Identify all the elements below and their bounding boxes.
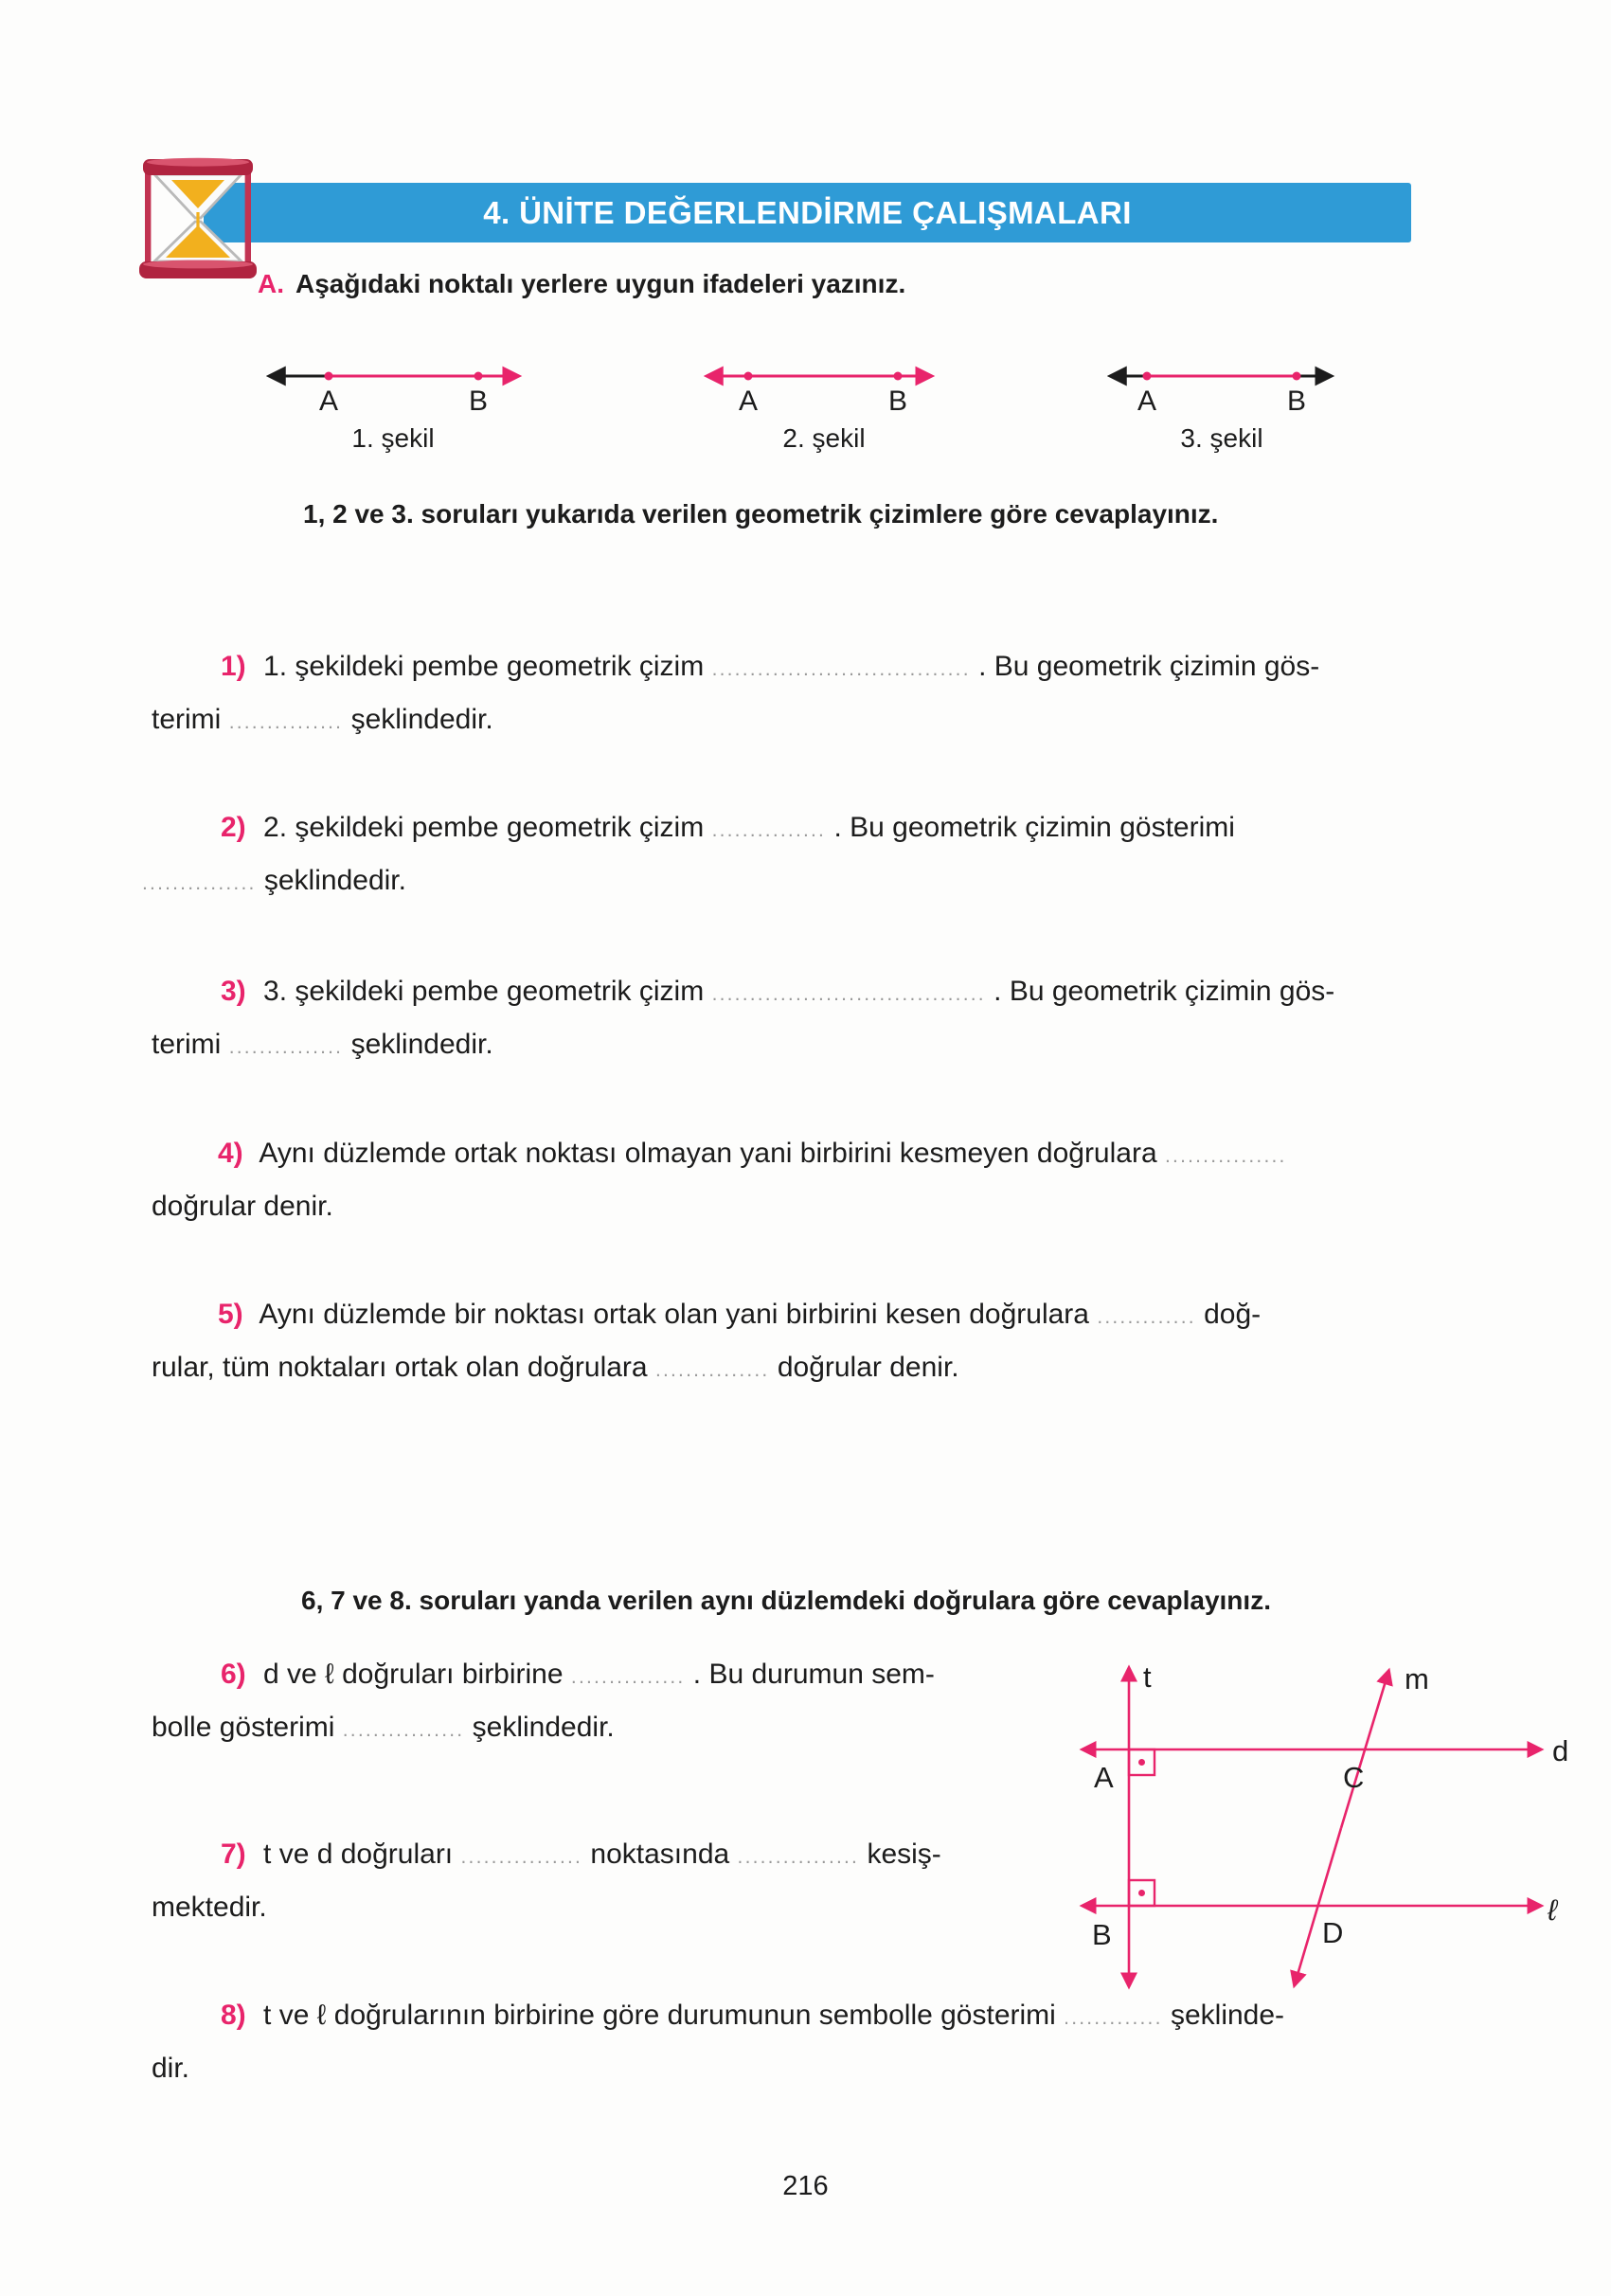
question-7-text: kesiş-: [867, 1839, 941, 1870]
question-8-number: 8): [221, 2000, 246, 2031]
page-number: 216: [782, 2171, 829, 2201]
question-5-text: doğ-: [1204, 1299, 1262, 1330]
figure-caption: 2. şekil: [782, 423, 866, 453]
blank-line: ...............: [654, 1359, 770, 1381]
point-label-b: B: [1287, 386, 1307, 417]
question-2-line-2: [142, 865, 406, 897]
lines-diagram: [1056, 1643, 1586, 2008]
question-5-number: 5): [218, 1299, 243, 1330]
point-b-dot: [1293, 372, 1301, 381]
question-6-text: bolle gösterimi: [152, 1712, 335, 1743]
question-8-line-2: [152, 2053, 189, 2085]
point-label-a: A: [739, 386, 759, 417]
question-6-line-2: [152, 1712, 615, 1744]
question-3-text: . Bu geometrik çizimin gös-: [993, 976, 1335, 1007]
question-6-number: 6): [221, 1659, 246, 1690]
point-label-d: D: [1322, 1916, 1344, 1949]
question-5-text: Aynı düzlemde bir noktası ortak olan yani birbirini kesen doğrulara: [259, 1299, 1089, 1330]
figure-2: [682, 353, 966, 457]
question-2-text: 2. şekildeki pembe geometrik çizim: [263, 812, 705, 843]
question-4-text: Aynı düzlemde ortak noktası olmayan yani birbirini kesmeyen doğrulara: [259, 1138, 1157, 1169]
section-a-text: Aşağıdaki noktalı yerlere uygun ifadeleri yazınız.: [295, 269, 906, 298]
blank-line: .............: [1064, 2007, 1163, 2029]
right-angle-dot-a: [1138, 1759, 1145, 1766]
question-1-text: terimi: [152, 704, 222, 735]
question-6-text: şeklindedir.: [472, 1712, 615, 1743]
question-7-text: noktasında: [590, 1839, 730, 1870]
figure-3-line: [1080, 353, 1364, 396]
question-7-number: 7): [221, 1839, 246, 1870]
question-8-text: dir.: [152, 2053, 190, 2084]
question-3-number: 3): [221, 976, 246, 1007]
blank-line: ................: [737, 1846, 860, 1868]
question-1-text: . Bu geometrik çizimin gös-: [978, 651, 1320, 682]
question-4-line-1: [218, 1138, 1287, 1170]
blank-line: .............: [1097, 1306, 1196, 1328]
figure-2-line: [682, 353, 966, 396]
question-1-number: 1): [221, 651, 246, 682]
figure-3: [1080, 353, 1364, 457]
unit-header-bar: [204, 183, 1411, 242]
question-8-text: t ve ℓ doğrularının birbirine göre durumunun sembolle gösterimi: [263, 2000, 1056, 2031]
question-3-text: 3. şekildeki pembe geometrik çizim: [263, 976, 705, 1007]
question-4-number: 4): [218, 1138, 243, 1169]
figure-caption: 3. şekil: [1180, 423, 1263, 453]
question-7-text: mektedir.: [152, 1892, 267, 1923]
figure-caption: 1. şekil: [351, 423, 435, 453]
figure-1: [237, 353, 549, 457]
point-b-dot: [474, 372, 483, 381]
question-1-text: şeklindedir.: [350, 704, 493, 735]
question-2-line-1: [221, 812, 1235, 844]
question-3-text: terimi: [152, 1029, 222, 1060]
point-label-a: A: [319, 386, 339, 417]
question-5-line-2: [152, 1352, 959, 1384]
point-label-a: A: [1137, 386, 1157, 417]
blank-line: ...............: [711, 819, 827, 841]
question-7-line-1: [221, 1839, 941, 1871]
line-label-d: d: [1552, 1734, 1569, 1767]
question-5-text: rular, tüm noktaları ortak olan doğrulara: [152, 1352, 648, 1383]
question-7-line-2: [152, 1892, 267, 1924]
point-label-b: B: [1092, 1918, 1112, 1951]
question-1-text: 1. şekildeki pembe geometrik çizim: [263, 651, 705, 682]
question-3-text: şeklindedir.: [350, 1029, 493, 1060]
blank-line: ....................................: [711, 983, 986, 1005]
question-7-text: t ve d doğruları: [263, 1839, 454, 1870]
question-2-number: 2): [221, 812, 246, 843]
blank-line: ..................................: [711, 658, 971, 680]
line-label-l: ℓ: [1548, 1893, 1558, 1927]
line-label-t: t: [1143, 1660, 1152, 1694]
figure-1-line: [237, 353, 549, 396]
point-label-b: B: [888, 386, 908, 417]
blank-line: ...............: [570, 1666, 686, 1688]
point-a-dot: [325, 372, 333, 381]
question-4-line-2: [152, 1191, 333, 1223]
question-2-text: şeklindedir.: [263, 865, 406, 896]
question-1-line-2: [152, 704, 493, 736]
question-5-text: doğrular denir.: [777, 1352, 959, 1383]
point-label-c: C: [1343, 1761, 1365, 1794]
question-3-line-1: [221, 976, 1334, 1008]
blank-line: ...............: [228, 1036, 344, 1058]
blank-line: ................: [1165, 1145, 1287, 1167]
section-a-heading: [258, 269, 905, 299]
question-2-text: . Bu geometrik çizimin gösterimi: [833, 812, 1235, 843]
question-3-line-2: [152, 1029, 493, 1061]
question-6-text: d ve ℓ doğruları birbirine: [263, 1659, 564, 1690]
point-a-dot: [1143, 372, 1152, 381]
blank-line: ................: [342, 1719, 465, 1741]
right-angle-dot-b: [1138, 1890, 1145, 1896]
blank-line: ...............: [228, 711, 344, 733]
point-label-a: A: [1094, 1761, 1114, 1794]
hourglass-icon: [126, 155, 270, 280]
question-5-line-1: [218, 1299, 1261, 1331]
instruction-q123: 1, 2 ve 3. soruları yukarıda verilen geometrik çizimlere göre cevaplayınız.: [303, 499, 1219, 529]
line-label-m: m: [1405, 1662, 1429, 1695]
point-b-dot: [894, 372, 903, 381]
section-a-label: A.: [258, 269, 284, 298]
blank-line: ...............: [142, 872, 257, 894]
question-1-line-1: [221, 651, 1319, 683]
question-8-text: şeklinde-: [1170, 2000, 1285, 2031]
blank-line: ................: [460, 1846, 583, 1868]
instruction-q678: 6, 7 ve 8. soruları yanda verilen aynı düzlemdeki doğrulara göre cevaplayınız.: [301, 1586, 1271, 1615]
page-title: 4. ÜNİTE DEĞERLENDİRME ÇALIŞMALARI: [483, 194, 1132, 230]
point-a-dot: [744, 372, 753, 381]
question-6-text: . Bu durumun sem-: [692, 1659, 935, 1690]
question-4-text: doğrular denir.: [152, 1191, 333, 1222]
question-6-line-1: [221, 1659, 935, 1691]
point-label-b: B: [469, 386, 489, 417]
